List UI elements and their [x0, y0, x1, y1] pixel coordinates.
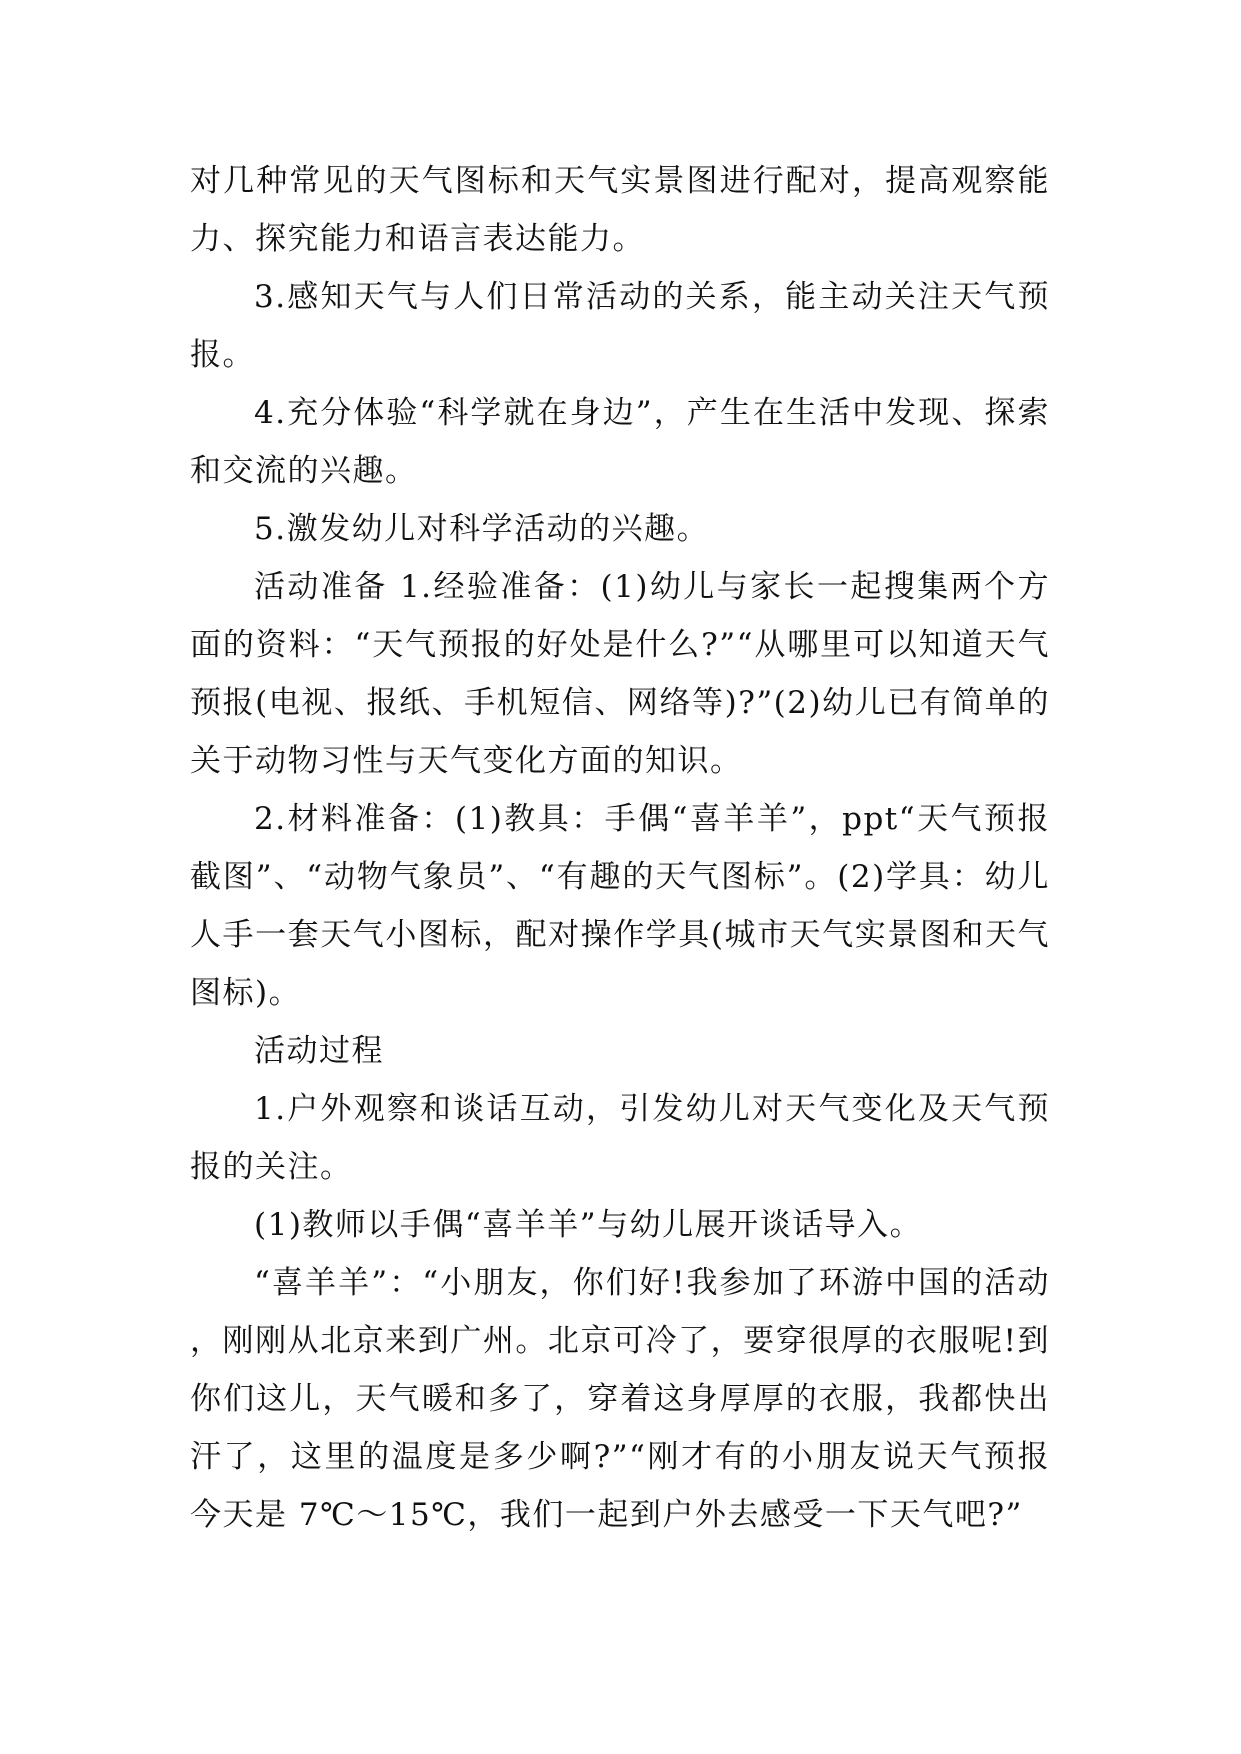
section-heading-activity-process: 活动过程	[254, 1033, 384, 1069]
paragraph-process-step-1: 1.户外观察和谈话互动，引发幼儿对天气变化及天气预报的关注。	[190, 1091, 1050, 1185]
body-text	[190, 152, 1050, 1544]
paragraph-goal-3: 3.感知天气与人们日常活动的关系，能主动关注天气预报。	[190, 279, 1050, 373]
paragraph-goal-4: 4.充分体验“科学就在身边”，产生在生活中发现、探索和交流的兴趣。	[190, 395, 1050, 489]
paragraph-goal-continuation: 对几种常见的天气图标和天气实景图进行配对，提高观察能力、探究能力和语言表达能力。	[190, 163, 1050, 257]
paragraph-process-step-1-1: (1)教师以手偶“喜羊羊”与幼儿展开谈话导入。	[254, 1207, 923, 1243]
paragraph-goal-5: 5.激发幼儿对科学活动的兴趣。	[254, 511, 710, 547]
paragraph-preparation-experience: 活动准备 1.经验准备：(1)幼儿与家长一起搜集两个方面的资料：“天气预报的好处是什么?”“从哪里可以知道天气预报(电视、报纸、手机短信、网络等)?”(2)幼儿已有简单的关于动物习性与天气变化方面的知识。	[190, 569, 1050, 779]
paragraph-preparation-materials: 2.材料准备：(1)教具：手偶“喜羊羊”，ppt“天气预报截图”、“动物气象员”、“有趣的天气图标”。(2)学具：幼儿人手一套天气小图标，配对操作学具(城市天气实景图和天气图标)。	[190, 801, 1050, 1011]
paragraph-dialogue: “喜羊羊”：“小朋友，你们好!我参加了环游中国的活动，刚刚从北京来到广州。北京可冷了，要穿很厚的衣服呢!到你们这儿，天气暖和多了，穿着这身厚厚的衣服，我都快出汗了，这里的温度是多少啊?”“刚才有的小朋友说天气预报今天是 7℃～15℃，我们一起到户外去感受一下天气吧?”	[190, 1265, 1050, 1533]
